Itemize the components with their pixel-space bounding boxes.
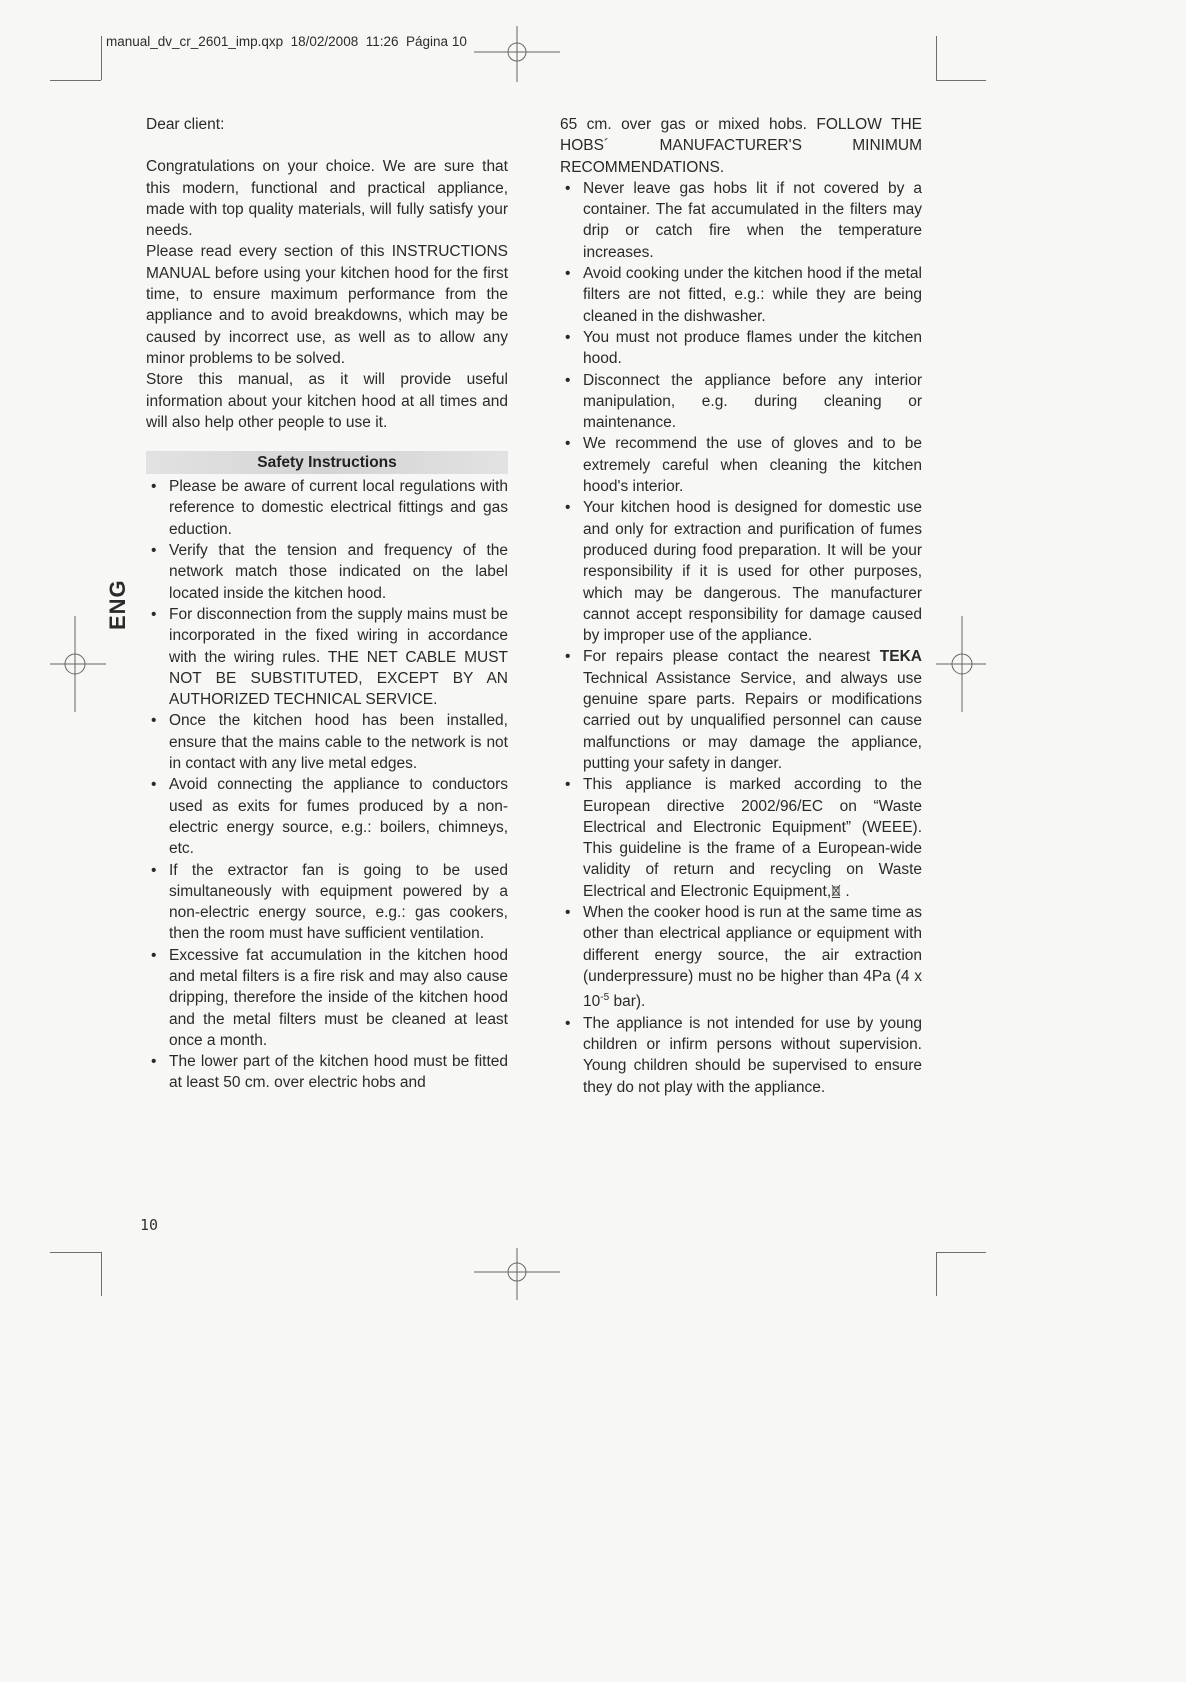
list-item: • The appliance is not intended for use by young children or infirm persons without supervision. Young children should be supervised to ensure they do not play with the appliance. [560, 1013, 922, 1098]
crop-mark-bottom-right [936, 1252, 937, 1296]
pressure-prefix: When the cooker hood is run at the same time as other than electrical appliance or equipment with different energy source, the air extraction (underpressure) must no be higher than 4Pa (4 x 10 [583, 903, 922, 1011]
intro-paragraph: Please read every section of this INSTRUCTIONS MANUAL before using your kitchen hood for the first time, to ensure maximum performance from the appliance and to avoid breakdowns, which may be caused by incorrect use, as well as to allow any minor problems to be solved. [146, 243, 508, 367]
pressure-exponent: -5 [600, 992, 610, 1004]
weee-text: This appliance is marked according to the European directive 2002/96/EC on “Waste Electrical and Electronic Equipment” (WEEE). This guideline is the frame of a European-wide validity of return and recycling on Waste Electrical and Electronic Equipment, [583, 776, 922, 900]
teka-prefix: For repairs please contact the nearest [583, 648, 880, 666]
registration-mark-bottom [474, 1248, 560, 1300]
slug-filename: manual_dv_cr_2601_imp.qxp [106, 34, 284, 49]
list-item: • Disconnect the appliance before any interior manipulation, e.g. during cleaning or maintenance. [560, 370, 922, 434]
safety-list-left [146, 476, 508, 1094]
list-item: • For disconnection from the supply mains must be incorporated in the fixed wiring in accordance with the wiring rules. THE NET CABLE MUST NOT BE SUBSTITUTED, EXCEPT BY AN AUTHORIZED TECHNICAL SERVICE. [146, 604, 508, 710]
list-item: • Excessive fat accumulation in the kitchen hood and metal filters is a fire risk and may also cause dripping, therefore the inside of the kitchen hood and the metal filters must be cleaned at least once a month. [146, 945, 508, 1051]
brand-name: TEKA [879, 648, 922, 666]
list-item: • If the extractor fan is going to be used simultaneously with equipment powered by a non-electric energy source, e.g.: gas cookers, then the room must have sufficient ventilation. [146, 860, 508, 945]
crop-mark-top-right [936, 36, 937, 80]
slug-date: 18/02/2008 [290, 34, 359, 49]
pressure-suffix: bar). [609, 993, 646, 1011]
left-column [146, 114, 508, 1094]
list-item-teka [560, 646, 922, 774]
crop-mark-bottom-right-h [936, 1252, 986, 1253]
list-item: • Once the kitchen hood has been installed, ensure that the mains cable to the network is not in contact with any live metal edges. [146, 710, 508, 774]
list-item: • We recommend the use of gloves and to be extremely careful when cleaning the kitchen hood's interior. [560, 433, 922, 497]
section-title-safety: Safety Instructions [146, 451, 508, 474]
teka-suffix: Technical Assistance Service, and always use genuine spare parts. Repairs or modifications carried out by unqualified personnel can cause malfunctions or may damage the appliance, putting your safety in danger. [583, 669, 922, 772]
crop-mark-top-right-h [936, 80, 986, 81]
weee-bin-icon [831, 884, 841, 898]
list-item: • The lower part of the kitchen hood must be fitted at least 50 cm. over electric hobs and [146, 1051, 508, 1094]
crop-mark-top-left-h [50, 80, 101, 81]
crop-mark-bottom-left [101, 1252, 102, 1296]
registration-mark-top [474, 26, 560, 82]
list-item: • Your kitchen hood is designed for domestic use and only for extraction and purification of fumes produced during food preparation. It will be your responsibility if it is used for other purposes, which may be dangerous. The manufacturer cannot accept responsibility for damage caused by improper use of the appliance. [560, 497, 922, 646]
list-item: • Never leave gas hobs lit if not covered by a container. The fat accumulated in the filters may drip or catch fire when the temperature increases. [560, 178, 922, 263]
list-item: • Avoid cooking under the kitchen hood if the metal filters are not fitted, e.g.: while they are being cleaned in the dishwasher. [560, 263, 922, 327]
list-item: • You must not produce flames under the kitchen hood. [560, 327, 922, 370]
slug-page-label: Página 10 [406, 34, 467, 49]
slug-time: 11:26 [365, 34, 399, 49]
crop-mark-top-left [101, 36, 102, 80]
weee-suffix: . [841, 882, 850, 900]
list-item: • Avoid connecting the appliance to conductors used as exits for fumes produced by a non-electric energy source, e.g.: boilers, chimneys, etc. [146, 774, 508, 859]
list-item-weee [560, 774, 922, 902]
registration-mark-left [50, 616, 106, 712]
registration-mark-right [936, 616, 986, 712]
list-item: • Please be aware of current local regulations with reference to domestic electrical fittings and gas eduction. [146, 476, 508, 540]
page-number: 10 [140, 1216, 159, 1234]
print-slug [106, 34, 467, 49]
intro-paragraph: Store this manual, as it will provide useful information about your kitchen hood at all times and will also help other people to use it. [146, 371, 508, 431]
intro-paragraph: Congratulations on your choice. We are sure that this modern, functional and practical appliance, made with top quality materials, will fully satisfy your needs. [146, 158, 508, 240]
crop-mark-bottom-left-h [50, 1252, 101, 1253]
continuation-text: 65 cm. over gas or mixed hobs. FOLLOW THE HOBS´ MANUFACTURER'S MINIMUM RECOMMENDATIONS. [560, 116, 922, 176]
greeting: Dear client: [146, 116, 225, 133]
list-item: • Verify that the tension and frequency of the network match those indicated on the label located inside the kitchen hood. [146, 540, 508, 604]
safety-list-right [560, 178, 922, 1098]
language-tab: ENG [105, 579, 130, 630]
list-item-pressure [560, 902, 922, 1013]
right-column [560, 114, 922, 1098]
